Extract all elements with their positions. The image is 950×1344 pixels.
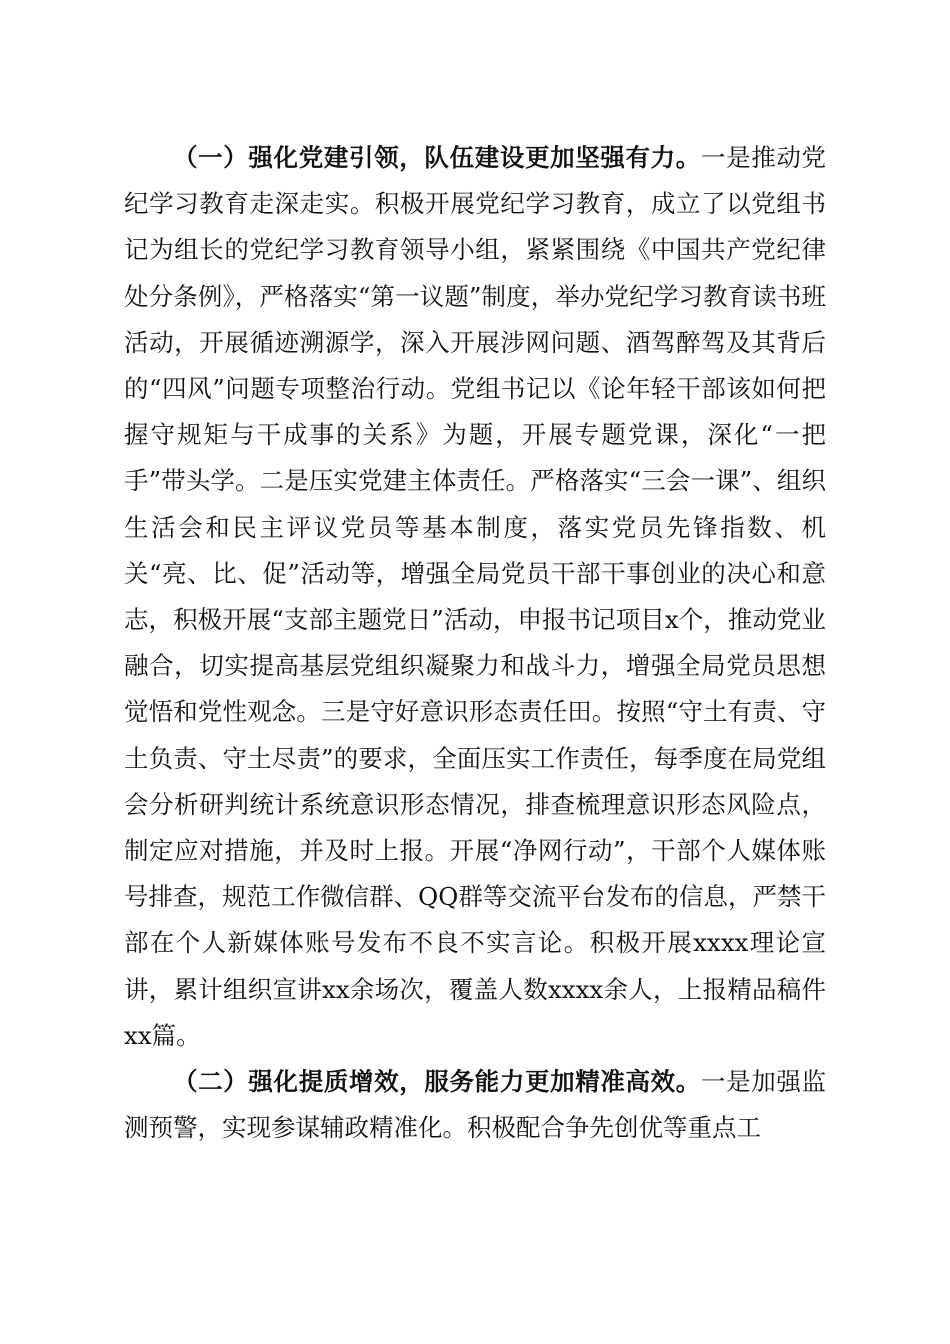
paragraph-1-heading: （一）强化党建引领，队伍建设更加坚强有力。 — [173, 143, 701, 172]
paragraph-2-heading: （二）强化提质增效，服务能力更加精准高效。 — [173, 1067, 701, 1097]
paragraph-1 — [124, 135, 826, 1059]
paragraph-2 — [124, 1059, 826, 1151]
paragraph-2-text: 一是加强监测预警，实现参谋辅政精准化。积极配合争先创优等重点工 — [124, 1067, 827, 1143]
paragraph-1-text: 一是推动党纪学习教育走深走实。积极开展党纪学习教育，成立了以党组书记为组长的党纪学习教育领导小组，紧紧围绕《中国共产党纪律处分条例》，严格落实“第一议题”制度，举办党纪学习教育读书班活动，开展循迹溯源学，深入开展涉网问题、酒驾醉驾及其背后的“四风”问题专项整治行动。党组书记以《论年轻干部该如何把握守规矩与干成事的关系》为题，开展专题党课，深化“一把手”带头学。二是压实党建主体责任。严格落实“三会一课”、组织生活会和民主评议党员等基本制度，落实党员先锋指数、机关“亮、比、促”活动等，增强全局党员干部干事创业的决心和意志，积极开展“支部主题党日”活动，申报书记项目x个，推动党业融合，切实提高基层党组织凝聚力和战斗力，增强全局党员思想觉悟和党性观念。三是守好意识形态责任田。按照“守土有责、守土负责、守土尽责”的要求，全面压实工作责任，每季度在局党组会分析研判统计系统意识形态情况，排查梳理意识形态风险点，制定应对措施，并及时上报。开展“净网行动”，干部个人媒体账号排查，规范工作微信群、QQ群等交流平台发布的信息，严禁干部在个人新媒体账号发布不良不实言论。积极开展xxxx理论宣讲，累计组织宣讲xx余场次，覆盖人数xxxx余人，上报精品稿件xx篇。 — [124, 143, 827, 1050]
document-body — [124, 135, 826, 1151]
